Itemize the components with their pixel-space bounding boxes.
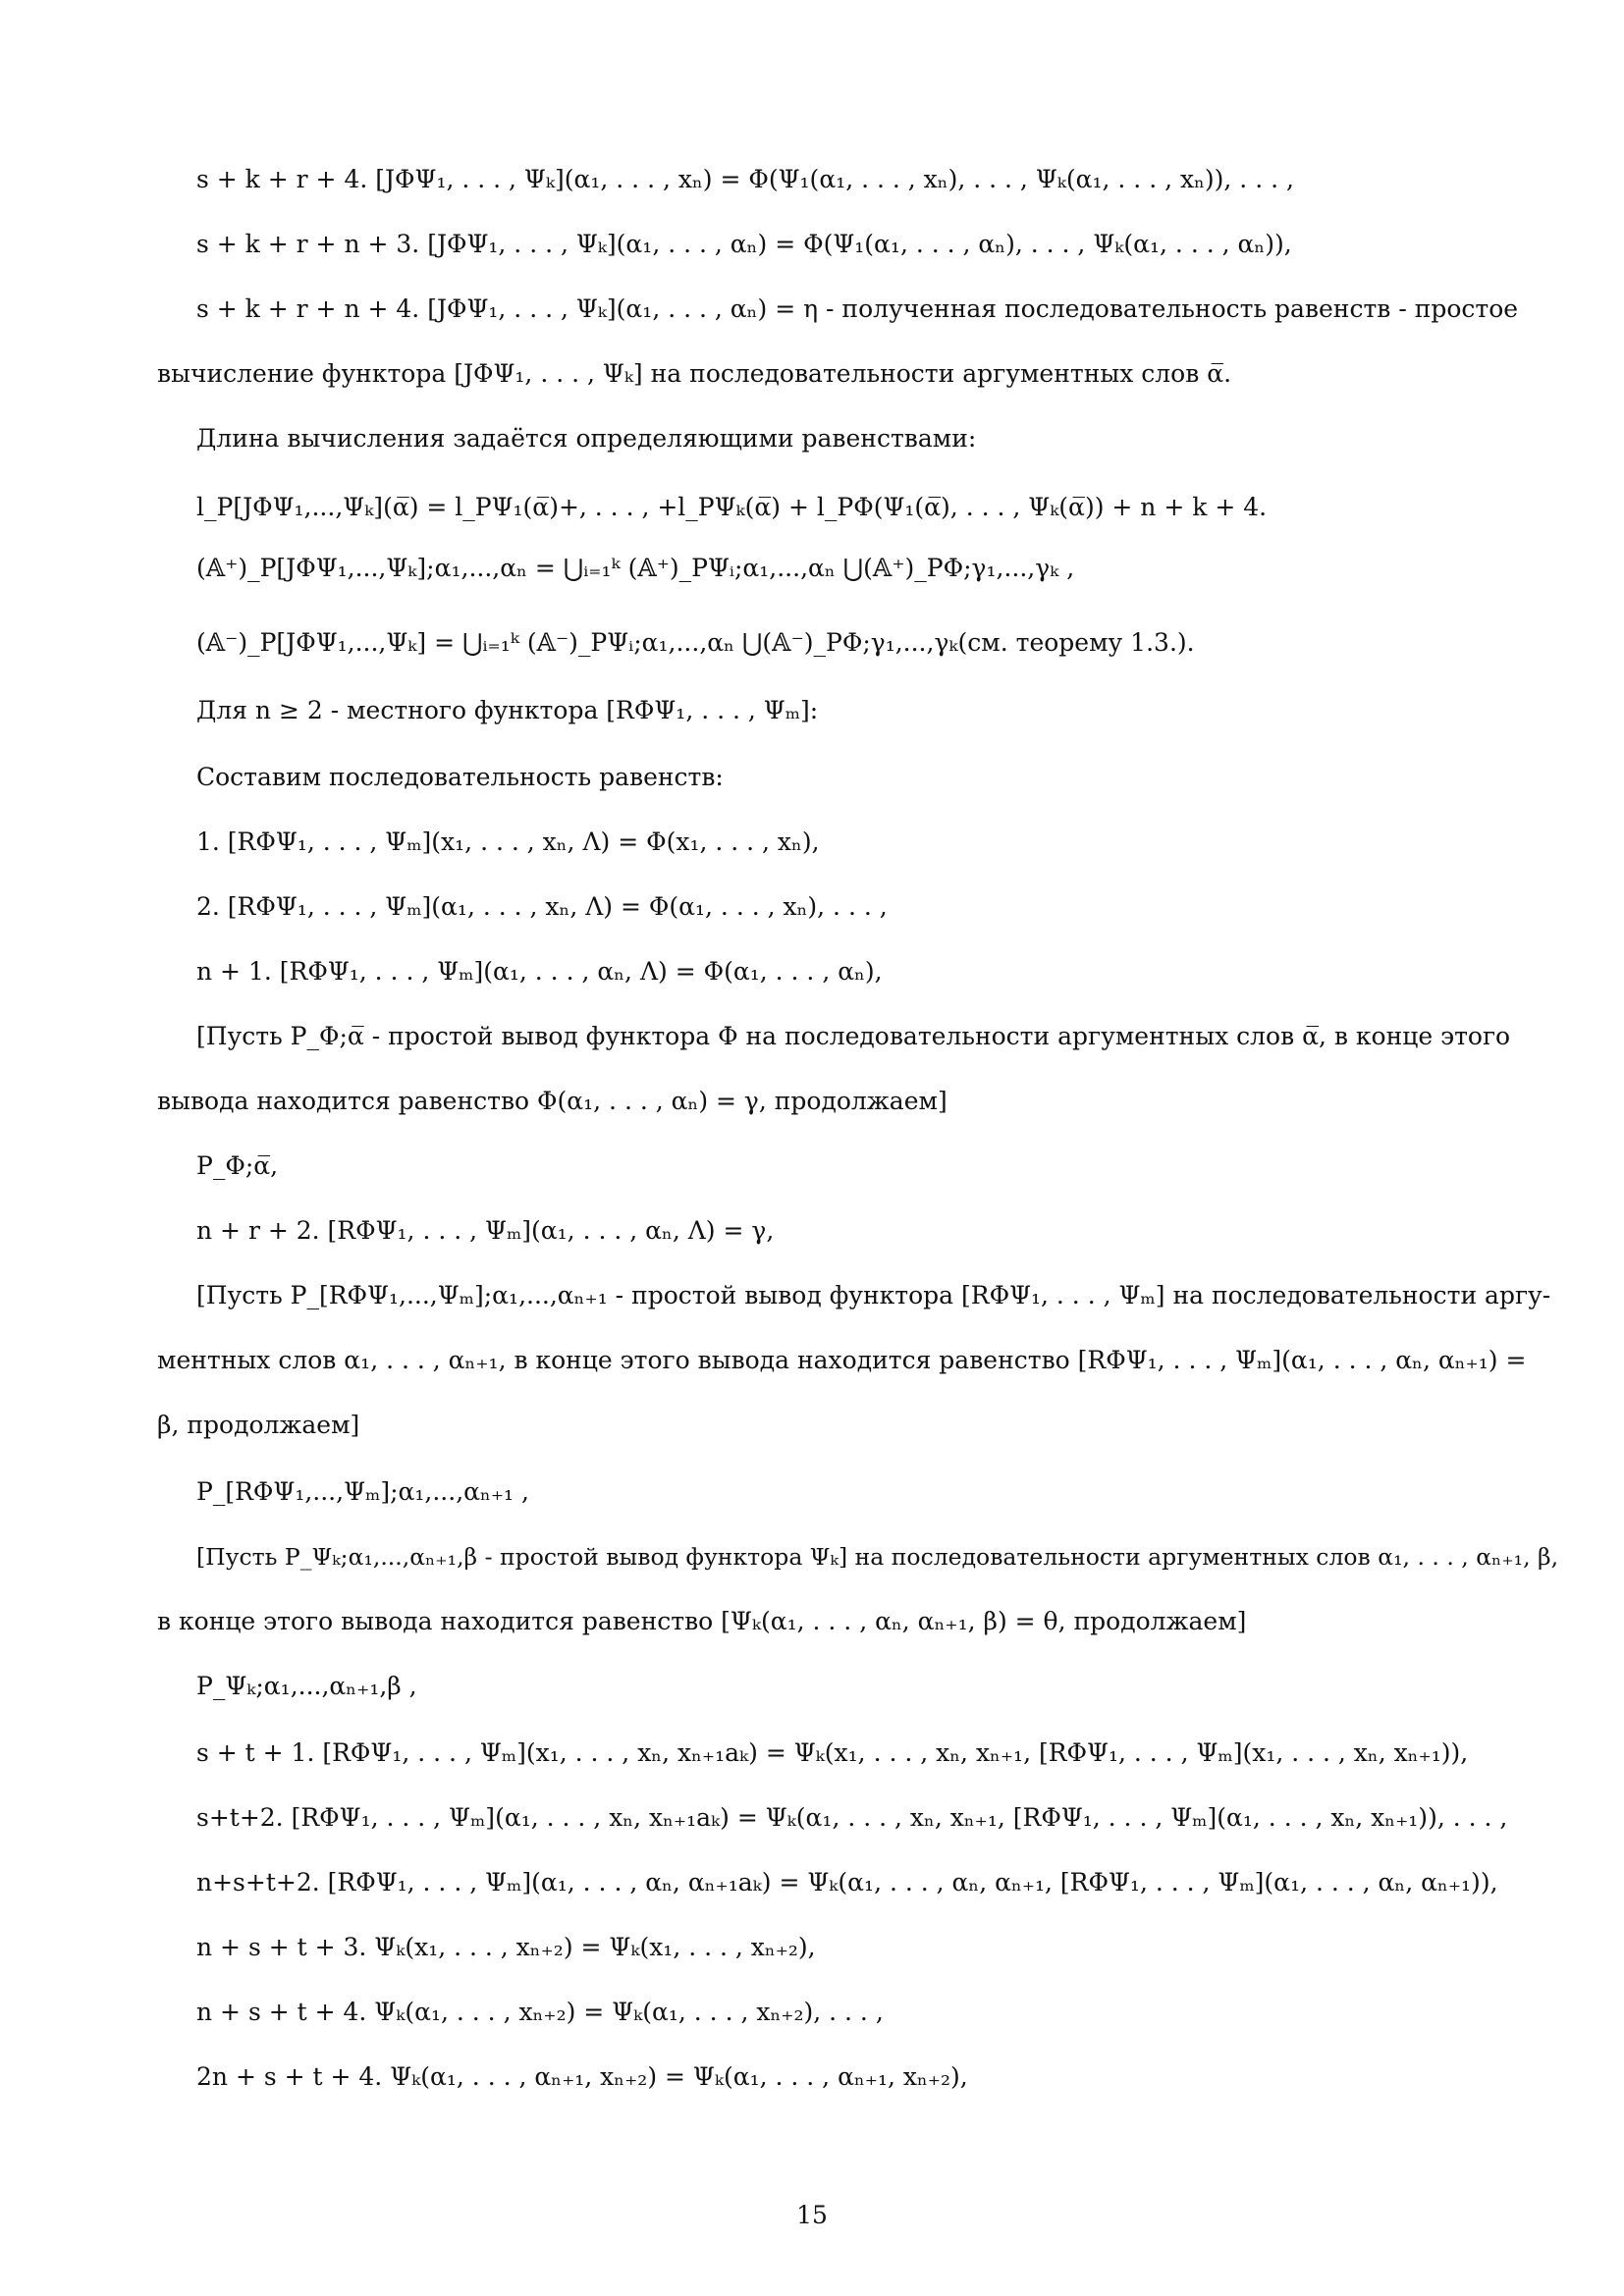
paragraph-line: β, продолжаем]: [157, 1411, 360, 1439]
paragraph-line: ментных слов α₁, . . . , αₙ₊₁, в конце этого вывода находится равенство [RΦΨ₁, . . . , Ψₘ](α₁, . . . , αₙ, αₙ₊₁) =: [157, 1346, 1527, 1374]
equation-line: n + 1. [RΦΨ₁, . . . , Ψₘ](α₁, . . . , αₙ, Λ) = Φ(α₁, . . . , αₙ),: [196, 957, 883, 986]
equation-line: s + t + 1. [RΦΨ₁, . . . , Ψₘ](x₁, . . . , xₙ, xₙ₊₁aₖ) = Ψₖ(x₁, . . . , xₙ, xₙ₊₁, [RΦΨ₁, . . . , Ψₘ](x₁, . . . , xₙ, xₙ₊₁)),: [196, 1738, 1469, 1767]
equation-line: n+s+t+2. [RΦΨ₁, . . . , Ψₘ](α₁, . . . , αₙ, αₙ₊₁aₖ) = Ψₖ(α₁, . . . , αₙ, αₙ₊₁, [RΦΨ₁, . . . , Ψₘ](α₁, . . . , αₙ, αₙ₊₁)),: [196, 1868, 1498, 1896]
paragraph-line: вывода находится равенство Φ(α₁, . . . , αₙ) = γ, продолжаем]: [157, 1087, 947, 1115]
paragraph-line: Длина вычисления задаётся определяющими равенствами:: [196, 424, 977, 453]
paragraph-line: в конце этого вывода находится равенство [Ψₖ(α₁, . . . , αₙ, αₙ₊₁, β) = θ, продолжаем]: [157, 1607, 1247, 1635]
equation-line: n + s + t + 4. Ψₖ(α₁, . . . , xₙ₊₂) = Ψₖ(α₁, . . . , xₙ₊₂), . . . ,: [196, 1998, 884, 2026]
equation-line: l_P[JΦΨ₁,...,Ψₖ](α̅) = l_PΨ₁(α̅)+, . . . , +l_PΨₖ(α̅) + l_PΦ(Ψ₁(α̅), . . . , Ψₖ(α̅)) + n + k + 4.: [196, 493, 1268, 521]
paragraph-line: [Пусть P_Φ;α̅ - простой вывод функтора Φ на последовательности аргументных слов α̅, в конце этого: [196, 1022, 1511, 1050]
equation-line: (𝔸⁺)_P[JΦΨ₁,...,Ψₖ];α₁,...,αₙ = ⋃ᵢ₌₁ᵏ (𝔸⁺)_PΨᵢ;α₁,...,αₙ ⋃(𝔸⁺)_PΦ;γ₁,...,γₖ ,: [196, 554, 1075, 582]
paragraph-line: Для n ≥ 2 - местного функтора [RΦΨ₁, . . . , Ψₘ]:: [196, 696, 819, 724]
equation-line: n + r + 2. [RΦΨ₁, . . . , Ψₘ](α₁, . . . , αₙ, Λ) = γ,: [196, 1216, 775, 1245]
equation-line: 2n + s + t + 4. Ψₖ(α₁, . . . , αₙ₊₁, xₙ₊₂) = Ψₖ(α₁, . . . , αₙ₊₁, xₙ₊₂),: [196, 2062, 968, 2091]
paragraph-line: [Пусть P_[RΦΨ₁,...,Ψₘ];α₁,...,αₙ₊₁ - простой вывод функтора [RΦΨ₁, . . . , Ψₘ] на последовательности аргу-: [196, 1281, 1551, 1309]
equation-line: s+t+2. [RΦΨ₁, . . . , Ψₘ](α₁, . . . , xₙ, xₙ₊₁aₖ) = Ψₖ(α₁, . . . , xₙ, xₙ₊₁, [RΦΨ₁, . . . , Ψₘ](α₁, . . . , xₙ, xₙ₊₁)), . . . ,: [196, 1803, 1508, 1832]
equation-line: s + k + r + n + 3. [JΦΨ₁, . . . , Ψₖ](α₁, . . . , αₙ) = Φ(Ψ₁(α₁, . . . , αₙ), . . . , Ψₖ(α₁, . . . , αₙ)),: [196, 230, 1292, 258]
paragraph-line: [Пусть P_Ψₖ;α₁,...,αₙ₊₁,β - простой вывод функтора Ψₖ] на последовательности аргументных слов α₁, . . . , αₙ₊₁, β,: [196, 1543, 1559, 1571]
equation-line: n + s + t + 3. Ψₖ(x₁, . . . , xₙ₊₂) = Ψₖ(x₁, . . . , xₙ₊₂),: [196, 1933, 816, 1961]
equation-line: P_Φ;α̅,: [196, 1151, 279, 1180]
equation-line: 1. [RΦΨ₁, . . . , Ψₘ](x₁, . . . , xₙ, Λ) = Φ(x₁, . . . , xₙ),: [196, 828, 820, 856]
equation-line: 2. [RΦΨ₁, . . . , Ψₘ](α₁, . . . , xₙ, Λ) = Φ(α₁, . . . , xₙ), . . . ,: [196, 892, 888, 921]
page-number: 15: [796, 2201, 828, 2229]
equation-line: P_[RΦΨ₁,...,Ψₘ];α₁,...,αₙ₊₁ ,: [196, 1477, 529, 1506]
paragraph-line: вычисление функтора [JΦΨ₁, . . . , Ψₖ] на последовательности аргументных слов α̅.: [157, 359, 1232, 388]
equation-line: P_Ψₖ;α₁,...,αₙ₊₁,β ,: [196, 1672, 417, 1700]
equation-line: s + k + r + n + 4. [JΦΨ₁, . . . , Ψₖ](α₁, . . . , αₙ) = η - полученная последовательность равенств - простое: [196, 294, 1519, 323]
equation-line: s + k + r + 4. [JΦΨ₁, . . . , Ψₖ](α₁, . . . , xₙ) = Φ(Ψ₁(α₁, . . . , xₙ), . . . , Ψₖ(α₁, . . . , xₙ)), . . . ,: [196, 165, 1294, 193]
equation-line: (𝔸⁻)_P[JΦΨ₁,...,Ψₖ] = ⋃ᵢ₌₁ᵏ (𝔸⁻)_PΨᵢ;α₁,...,αₙ ⋃(𝔸⁻)_PΦ;γ₁,...,γₖ(см. теорему 1.3.).: [196, 628, 1195, 657]
paragraph-line: Составим последовательность равенств:: [196, 763, 724, 791]
